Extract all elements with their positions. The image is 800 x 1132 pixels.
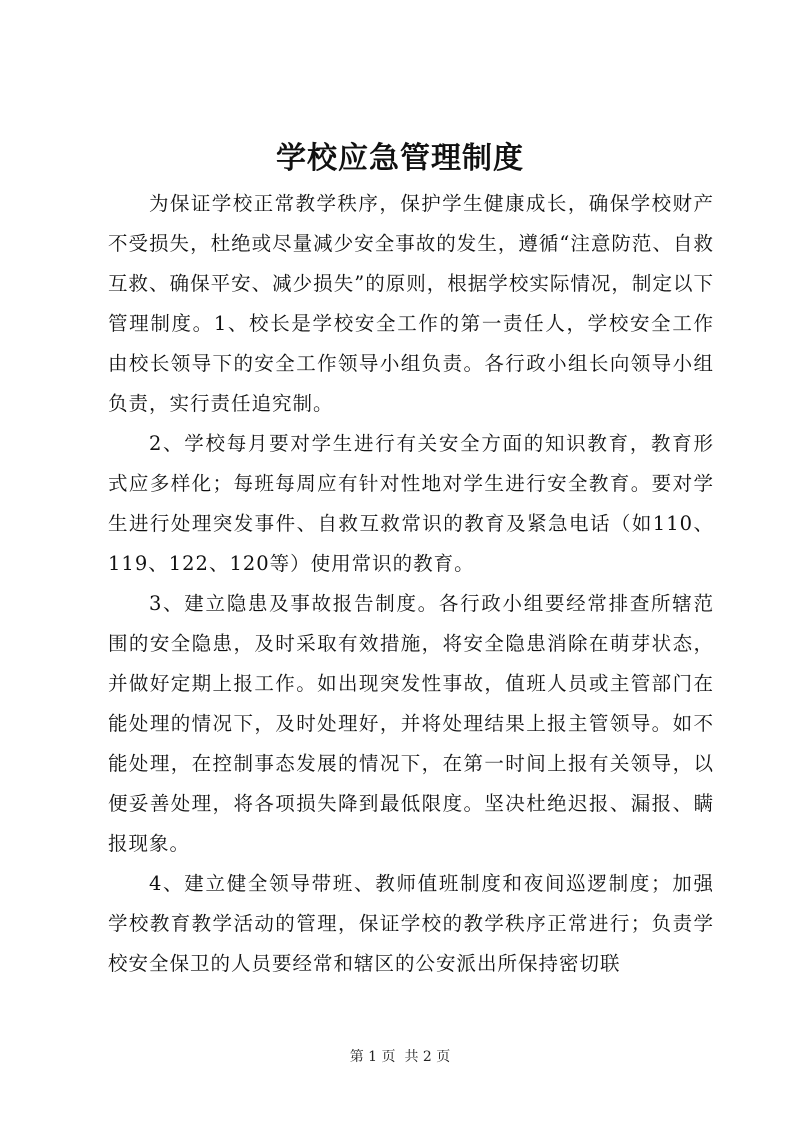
paragraph-2: 2、学校每月要对学生进行有关安全方面的知识教育，教育形式应多样化；每班每周应有针对性地对学生进行安全教育。要对学生进行处理突发事件、自救互救常识的教育及紧急电话（如110、119、122、120等）使用常识的教育。 xyxy=(108,432,714,575)
page-number-label: 第 1 页 共 2 页 xyxy=(349,1049,451,1065)
document-title: 学校应急管理制度 xyxy=(276,141,524,176)
paragraph-intro: 为保证学校正常教学秩序，保护学生健康成长，确保学校财产不受损失，杜绝或尽量减少安全事故的发生，遵循“注意防范、自救互救、确保平安、减少损失”的原则，根据学校实际情况，制定以下管理制度。1、校长是学校安全工作的第一责任人，学校安全工作由校长领导下的安全工作领导小组负责。各行政小组长向领导小组负责，实行责任追究制。 xyxy=(108,192,714,415)
document-body xyxy=(108,184,714,984)
paragraph-4: 4、建立健全领导带班、教师值班制度和夜间巡逻制度；加强学校教育教学活动的管理，保证学校的教学秩序正常进行；负责学校安全保卫的人员要经常和辖区的公安派出所保持密切联 xyxy=(108,872,714,975)
page-footer xyxy=(0,1047,800,1067)
paragraph-3: 3、建立隐患及事故报告制度。各行政小组要经常排查所辖范围的安全隐患，及时采取有效措施，将安全隐患消除在萌芽状态，并做好定期上报工作。如出现突发性事故，值班人员或主管部门在能处理的情况下，及时处理好，并将处理结果上报主管领导。如不能处理，在控制事态发展的情况下，在第一时间上报有关领导，以便妥善处理，将各项损失降到最低限度。坚决杜绝迟报、漏报、瞒报现象。 xyxy=(108,592,714,855)
